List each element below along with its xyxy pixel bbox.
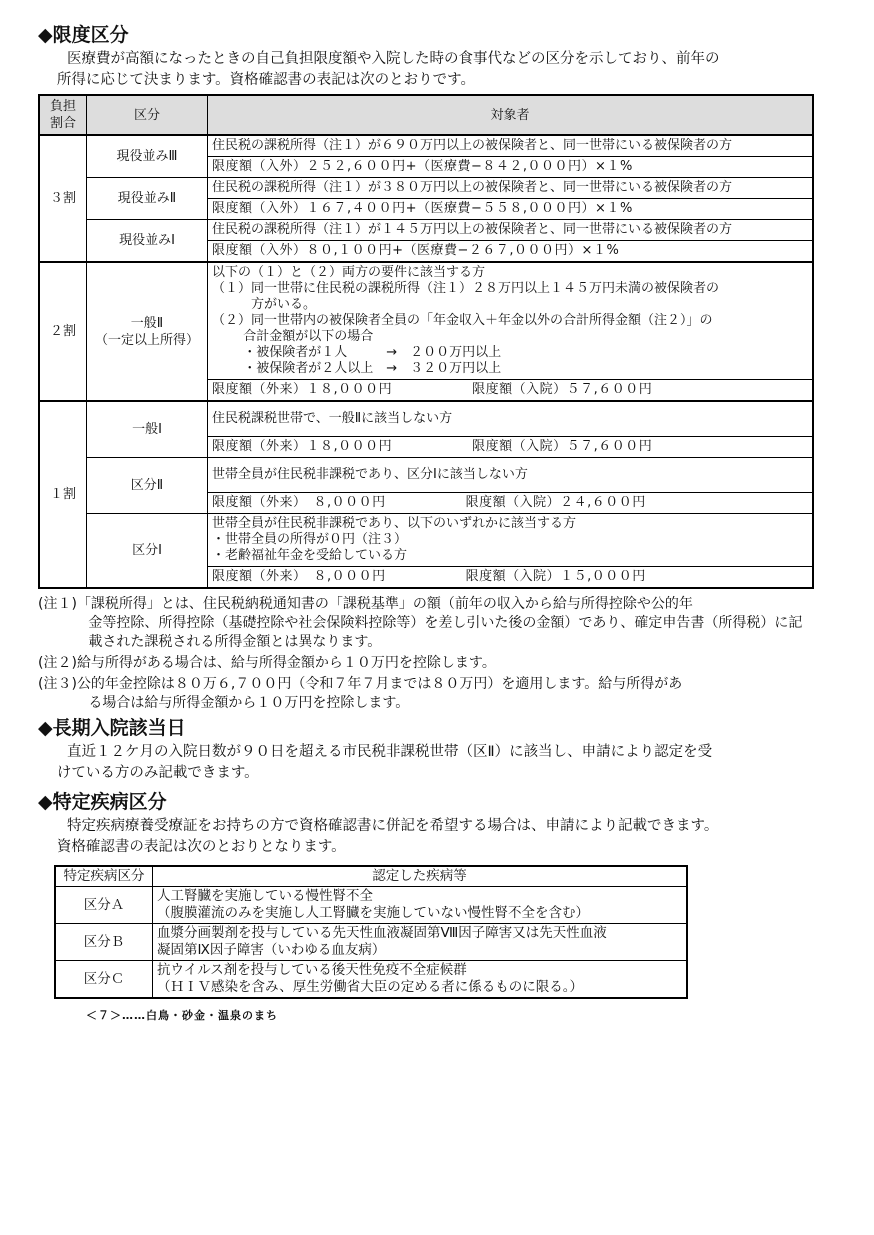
- header-kubun: 区分: [87, 95, 208, 135]
- note-text: 公的年金控除は８０万６,７００円（令和７年７月までは８０万円）を適用します。給与所得があ: [76, 676, 683, 692]
- kubun-cell: 現役並みⅢ: [87, 135, 208, 178]
- note-label: (注２): [38, 655, 77, 671]
- limit-category-table: [38, 94, 814, 589]
- kubun-cell: 現役並みⅡ: [87, 178, 208, 220]
- desc-line: 合計金額が以下の場合: [243, 329, 374, 344]
- limit-amount: [208, 567, 814, 589]
- intro-text-2: 所得に応じて決まります。資格確認書の表記は次のとおりです。: [56, 72, 476, 88]
- notes: [38, 595, 816, 713]
- note-item: [38, 595, 816, 652]
- disease-cell: [153, 887, 688, 924]
- disease-kubun-cell: 区分Ｂ: [55, 924, 153, 961]
- note-item: [38, 654, 816, 673]
- desc-line: 世帯全員が住民税非課税であり、以下のいずれかに該当する方: [212, 516, 577, 531]
- long-hosp-text-2: けている方のみ記載できます。: [56, 765, 259, 781]
- limit-outpatient: 限度額（外来）１８,０００円: [212, 382, 393, 397]
- target-desc: 世帯全員が住民税非課税であり、区分Ⅰに該当しない方: [208, 458, 814, 493]
- ratio-cell: １割: [39, 401, 87, 588]
- disease-kubun-cell: 区分Ｃ: [55, 961, 153, 999]
- page-footer: ＜７＞……白鳥・砂金・温泉のまち: [86, 1009, 278, 1022]
- limit-amount: 限度額（入外）２５２,６００円+（医療費−８４２,０００円）×１%: [208, 157, 814, 178]
- section-heading-long-hospitalization: ◆長期入院該当日: [38, 717, 186, 739]
- limit-outpatient: 限度額（外来） ８,０００円: [212, 495, 386, 510]
- target-desc: [208, 262, 814, 380]
- desc-line: 方がいる。: [251, 297, 317, 312]
- kubun-cell: 一般Ⅰ: [87, 401, 208, 458]
- target-desc: 住民税の課税所得（注１）が３８０万円以上の被保険者と、同一世帯にいる被保険者の方: [208, 178, 814, 199]
- header-disease-kubun: 特定疾病区分: [55, 866, 153, 887]
- note-text: 給与所得がある場合は、給与所得金額から１０万円を控除します。: [76, 655, 496, 671]
- limit-inpatient: 限度額（入院）５７,６００円: [472, 382, 653, 397]
- disease-line: 血漿分画製剤を投与している先天性血液凝固第Ⅷ因子障害又は先天性血液: [157, 925, 607, 941]
- note-item: [38, 675, 816, 713]
- kubun-sublabel: （一定以上所得）: [94, 332, 199, 348]
- disease-line: 人工腎臓を実施している慢性腎不全: [157, 888, 373, 904]
- disease-line: （腹膜灌流のみを実施し人工腎臓を実施していない慢性腎不全を含む）: [157, 905, 589, 921]
- section-heading-specific-disease: ◆特定疾病区分: [38, 791, 167, 813]
- disease-cell: [153, 924, 688, 961]
- header-ratio: 負担割合: [39, 95, 87, 135]
- disease-line: （ＨＩＶ感染を含み、厚生労働省大臣の定める者に係るものに限る。）: [157, 979, 584, 995]
- note-text-cont: 金等控除、所得控除（基礎控除や社会保険料控除等）を差し引いた後の金額）であり、確定申告書（所得税）に記載された課税される所得金額とは異なります。: [88, 615, 803, 650]
- note-label: (注３): [38, 676, 77, 692]
- page: [38, 22, 816, 1023]
- note-text-cont: る場合は給与所得金額から１０万円を控除します。: [88, 695, 410, 711]
- disease-line: 抗ウイルス剤を投与している後天性免疫不全症候群: [157, 962, 467, 978]
- disease-cell: [153, 961, 688, 999]
- limit-inpatient: 限度額（入院）２４,６００円: [465, 495, 646, 510]
- header-disease: 認定した疾病等: [153, 866, 688, 887]
- target-desc: [208, 514, 814, 567]
- limit-amount: [208, 437, 814, 458]
- kubun-cell: 区分Ⅱ: [87, 458, 208, 514]
- specific-disease-text-2: 資格確認書の表記は次のとおりとなります。: [56, 839, 346, 855]
- limit-amount: 限度額（入外）１６７,４００円+（医療費−５５８,０００円）×１%: [208, 199, 814, 220]
- intro-text-1: 医療費が高額になったときの自己負担限度額や入院した時の食事代などの区分を示しており、前年の: [67, 51, 720, 67]
- kubun-cell: 区分Ⅰ: [87, 514, 208, 589]
- disease-line: 凝固第Ⅸ因子障害（いわゆる血友病）: [157, 942, 386, 958]
- ratio-cell: ３割: [39, 135, 87, 262]
- ratio-cell: ２割: [39, 262, 87, 401]
- specific-disease-text-1: 特定疾病療養受療証をお持ちの方で資格確認書に併記を希望する場合は、申請により記載できます。: [67, 818, 719, 834]
- limit-outpatient: 限度額（外来） ８,０００円: [212, 569, 386, 584]
- kubun-label: 一般Ⅱ: [130, 315, 164, 331]
- desc-line: 以下の（１）と（２）両方の要件に該当する方: [212, 265, 486, 280]
- limit-inpatient: 限度額（入院）１５,０００円: [465, 569, 646, 584]
- desc-line: ・被保険者が２人以上 → ３２０万円以上: [243, 361, 502, 376]
- desc-line: ・世帯全員の所得が０円（注３）: [212, 532, 408, 547]
- desc-line: （１）同一世帯に住民税の課税所得（注１）２８万円以上１４５万円未満の被保険者の: [212, 281, 720, 296]
- limit-amount: 限度額（入外）８０,１００円+（医療費−２６７,０００円）×１%: [208, 241, 814, 263]
- disease-kubun-cell: 区分Ａ: [55, 887, 153, 924]
- target-desc: 住民税の課税所得（注１）が１４５万円以上の被保険者と、同一世帯にいる被保険者の方: [208, 220, 814, 241]
- target-desc: 住民税の課税所得（注１）が６９０万円以上の被保険者と、同一世帯にいる被保険者の方: [208, 135, 814, 157]
- desc-line: （２）同一世帯内の被保険者全員の「年金収入＋年金以外の合計所得金額（注２）」の: [212, 313, 713, 328]
- kubun-cell: 現役並みⅠ: [87, 220, 208, 263]
- desc-line: ・老齢福祉年金を受給している方: [212, 548, 408, 563]
- limit-inpatient: 限度額（入院）５７,６００円: [472, 439, 653, 454]
- header-target: 対象者: [208, 95, 814, 135]
- limit-outpatient: 限度額（外来）１８,０００円: [212, 439, 393, 454]
- specific-disease-table: [54, 865, 688, 999]
- note-text: 「課税所得」とは、住民税納税通知書の「課税基準」の額（前年の収入から給与所得控除や公的年: [76, 596, 693, 612]
- limit-amount: [208, 380, 814, 402]
- long-hosp-text-1: 直近１２ケ月の入院日数が９０日を超える市民税非課税世帯（区Ⅱ）に該当し、申請により認定を受: [67, 744, 713, 760]
- kubun-cell: [87, 262, 208, 401]
- note-label: (注１): [38, 596, 77, 612]
- section-heading-limit-category: ◆限度区分: [38, 24, 129, 46]
- limit-amount: [208, 493, 814, 514]
- desc-line: ・被保険者が１人 → ２００万円以上: [243, 345, 502, 360]
- target-desc: 住民税課税世帯で、一般Ⅱに該当しない方: [208, 401, 814, 437]
